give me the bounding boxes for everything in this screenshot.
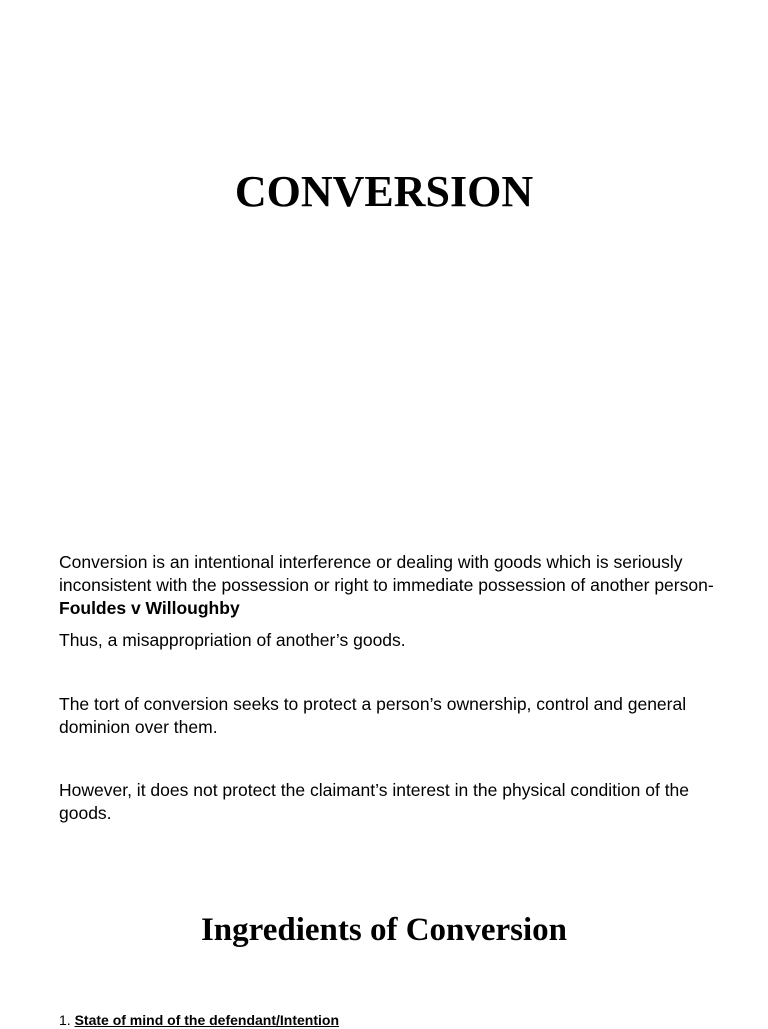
- protection-paragraph: The tort of conversion seeks to protect a person’s ownership, control and general dominion over them.: [59, 694, 687, 737]
- slide-title: CONVERSION: [234, 167, 534, 216]
- list-item: [59, 1011, 339, 1029]
- list-item-text: State of mind of the defendant/Intention: [74, 1012, 340, 1028]
- section-title: Ingredients of Conversion: [200, 912, 568, 948]
- list-item-number: 1.: [59, 1012, 71, 1028]
- misappropriation-paragraph: Thus, a misappropriation of another’s goods.: [59, 630, 406, 650]
- definition-paragraph: [59, 551, 729, 620]
- limitation-paragraph: However, it does not protect the claimant’s interest in the physical condition of the goods.: [59, 780, 690, 823]
- definition-text: Conversion is an intentional interference or dealing with goods which is seriously inconsistent with the possession or right to immediate possession of another person-: [59, 552, 714, 595]
- case-reference: Fouldes v Willoughby: [59, 598, 240, 618]
